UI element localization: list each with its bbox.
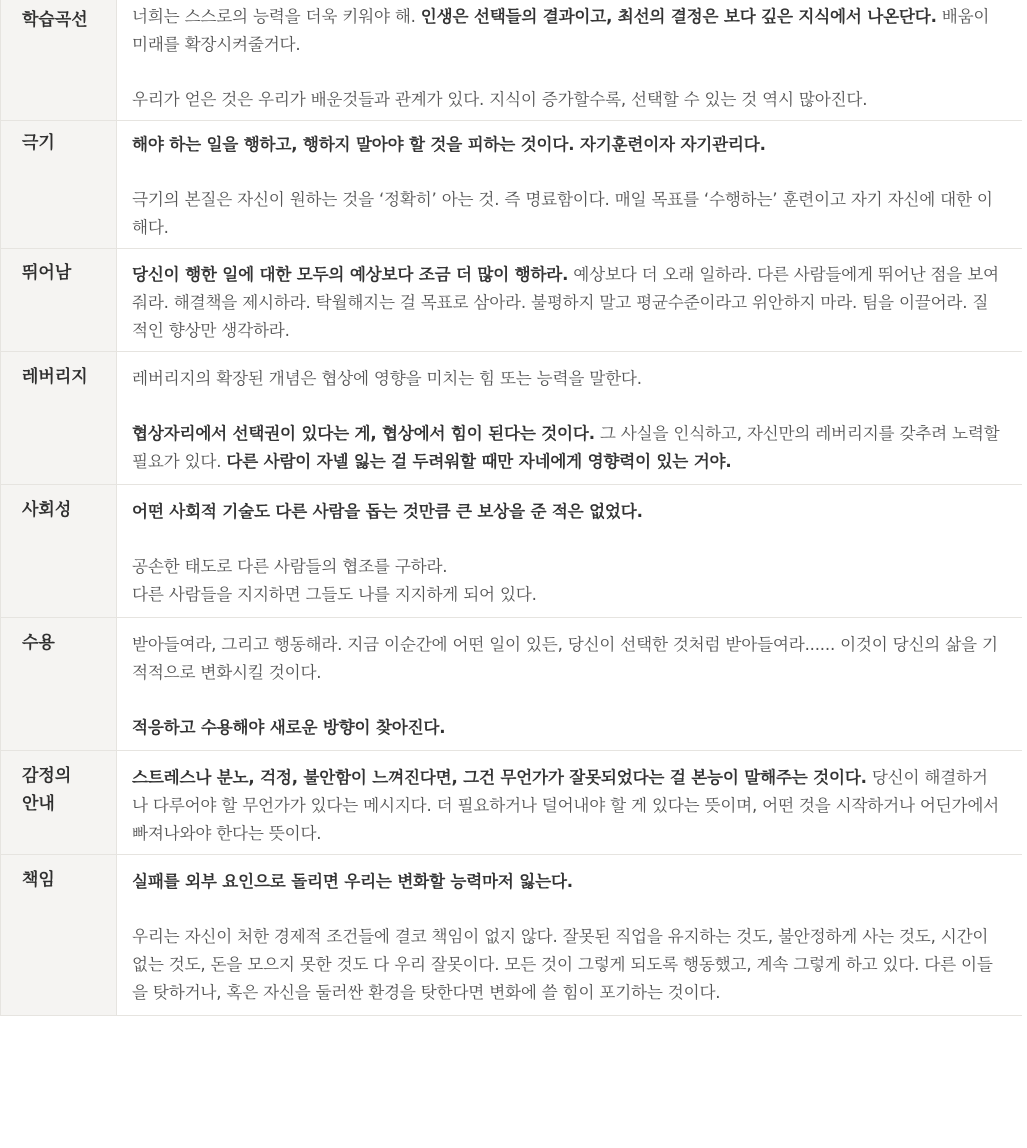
bold-text: 협상자리에서 선택권이 있다는 게, 협상에서 힘이 된다는 것이다. <box>132 424 595 443</box>
row-label-cell <box>1 249 117 352</box>
paragraph <box>132 553 1002 581</box>
row-content <box>117 618 1022 750</box>
row-content <box>117 249 1022 351</box>
row-content-cell <box>117 751 1023 855</box>
row-content <box>117 485 1022 617</box>
row-content-cell <box>117 0 1023 121</box>
row-content-cell <box>117 618 1023 751</box>
table-row <box>1 249 1023 352</box>
table-row <box>1 751 1023 855</box>
table-row <box>1 618 1023 751</box>
body-text: 예상보다 더 오래 일하라. 다른 사람들에게 뛰어난 점을 보여줘라. 해결책을 제시하라. 탁월해지는 걸 목표로 삼아라. 불평하지 말고 평균수준이라고 위안하지 마라. 팀을 이끌어라. 질적인 향상만 생각하라. <box>132 265 999 340</box>
bold-text: 스트레스나 분노, 걱정, 불안함이 느껴진다면, 그건 무언가가 잘못되었다는 걸 본능이 말해주는 것이다. <box>132 768 867 787</box>
row-content-cell <box>117 121 1023 249</box>
concept-table-body <box>1 0 1023 1016</box>
row-label-cell <box>1 121 117 249</box>
bold-text: 해야 하는 일을 행하고, 행하지 말아야 할 것을 피하는 것이다. 자기훈련이자 자기관리다. <box>132 135 766 154</box>
row-content <box>117 751 1022 854</box>
bold-text: 실패를 외부 요인으로 돌리면 우리는 변화할 능력마저 잃는다. <box>132 872 573 891</box>
paragraph <box>132 631 1002 687</box>
row-content <box>117 352 1022 484</box>
row-label-cell <box>1 751 117 855</box>
table-row <box>1 855 1023 1016</box>
body-text: 우리가 얻은 것은 우리가 배운것들과 관계가 있다. 지식이 증가할수록, 선택할 수 있는 것 역시 많아진다. <box>132 90 868 109</box>
row-label: 사회성 <box>22 500 72 520</box>
row-label-cell <box>1 855 117 1016</box>
row-content <box>117 0 1022 120</box>
paragraph <box>132 714 1002 742</box>
body-text: 받아들여라, 그리고 행동해라. 지금 이순간에 어떤 일이 있든, 당신이 선택한 것처럼 받아들여라...... 이것이 당신의 삶을 기적적으로 변화시킬 것이다. <box>132 635 998 682</box>
row-label: 레버리지 <box>22 367 88 387</box>
paragraph <box>132 498 1002 526</box>
table-row <box>1 352 1023 485</box>
body-text: 그 사실을 인식하고, 자신만의 레버리지를 갖추려 노력할 필요가 있다. <box>132 424 1000 471</box>
row-content <box>117 121 1022 248</box>
body-text: 극기의 본질은 자신이 원하는 것을 ‘정확히’ 아는 것. 즉 명료함이다. 매일 목표를 ‘수행하는’ 훈련이고 자기 자신에 대한 이해다. <box>132 190 993 237</box>
row-label-cell <box>1 0 117 121</box>
row-label: 책임 <box>22 870 55 890</box>
paragraph <box>132 131 1002 159</box>
row-label: 감정의 안내 <box>22 766 72 814</box>
paragraph <box>132 86 1002 114</box>
bold-text: 어떤 사회적 기술도 다른 사람을 돕는 것만큼 큰 보상을 준 적은 없었다. <box>132 502 643 521</box>
row-label-cell <box>1 618 117 751</box>
row-label: 수용 <box>22 633 55 653</box>
paragraph <box>132 868 1002 896</box>
row-content-cell <box>117 855 1023 1016</box>
paragraph <box>132 261 1002 345</box>
paragraph <box>132 923 1002 1007</box>
paragraph <box>132 3 1002 59</box>
body-text: 너희는 스스로의 능력을 더욱 키워야 해. <box>132 7 421 26</box>
row-label: 극기 <box>22 133 55 153</box>
row-content-cell <box>117 249 1023 352</box>
body-text: 당신이 해결하거나 다루어야 할 무언가가 있다는 메시지다. 더 필요하거나 덜어내야 할 게 있다는 뜻이며, 어떤 것을 시작하거나 어딘가에서 빠져나와야 한다는 뜻이다. <box>132 768 999 843</box>
body-text: 다른 사람들을 지지하면 그들도 나를 지지하게 되어 있다. <box>132 585 537 604</box>
paragraph <box>132 764 1002 848</box>
paragraph <box>132 581 1002 609</box>
table-row <box>1 121 1023 249</box>
body-text: 레버리지의 확장된 개념은 협상에 영향을 미치는 힘 또는 능력을 말한다. <box>132 369 642 388</box>
body-text: 배움이 미래를 확장시켜줄거다. <box>132 7 990 54</box>
paragraph <box>132 186 1002 242</box>
body-text: 우리는 자신이 처한 경제적 조건들에 결코 책임이 없지 않다. 잘못된 직업을 유지하는 것도, 불안정하게 사는 것도, 시간이 없는 것도, 돈을 모으지 못한 것도 다 우리 잘못이다. 모든 것이 그렇게 되도록 행동했고, 계속 그렇게 하고 있다. 다른 이들을 탓하거나, 혹은 자신을 둘러싼 환경을 탓한다면 변화에 쓸 힘이 포기하는 것이다. <box>132 927 993 1002</box>
bold-text: 인생은 선택들의 결과이고, 최선의 결정은 보다 깊은 지식에서 나온단다. <box>420 7 937 26</box>
row-content <box>117 855 1022 1015</box>
row-content-cell <box>117 352 1023 485</box>
bold-text: 적응하고 수용해야 새로운 방향이 찾아진다. <box>132 718 446 737</box>
row-label: 학습곡선 <box>22 10 88 30</box>
paragraph <box>132 420 1002 476</box>
paragraph <box>132 365 1002 393</box>
row-label-cell <box>1 485 117 618</box>
row-label-cell <box>1 352 117 485</box>
row-content-cell <box>117 485 1023 618</box>
table-row <box>1 0 1023 121</box>
table-row <box>1 485 1023 618</box>
bold-text: 당신이 행한 일에 대한 모두의 예상보다 조금 더 많이 행하라. <box>132 265 569 284</box>
bold-text: 다른 사람이 자넬 잃는 걸 두려워할 때만 자네에게 영향력이 있는 거야. <box>226 452 732 471</box>
body-text: 공손한 태도로 다른 사람들의 협조를 구하라. <box>132 557 448 576</box>
row-label: 뛰어남 <box>22 263 72 283</box>
